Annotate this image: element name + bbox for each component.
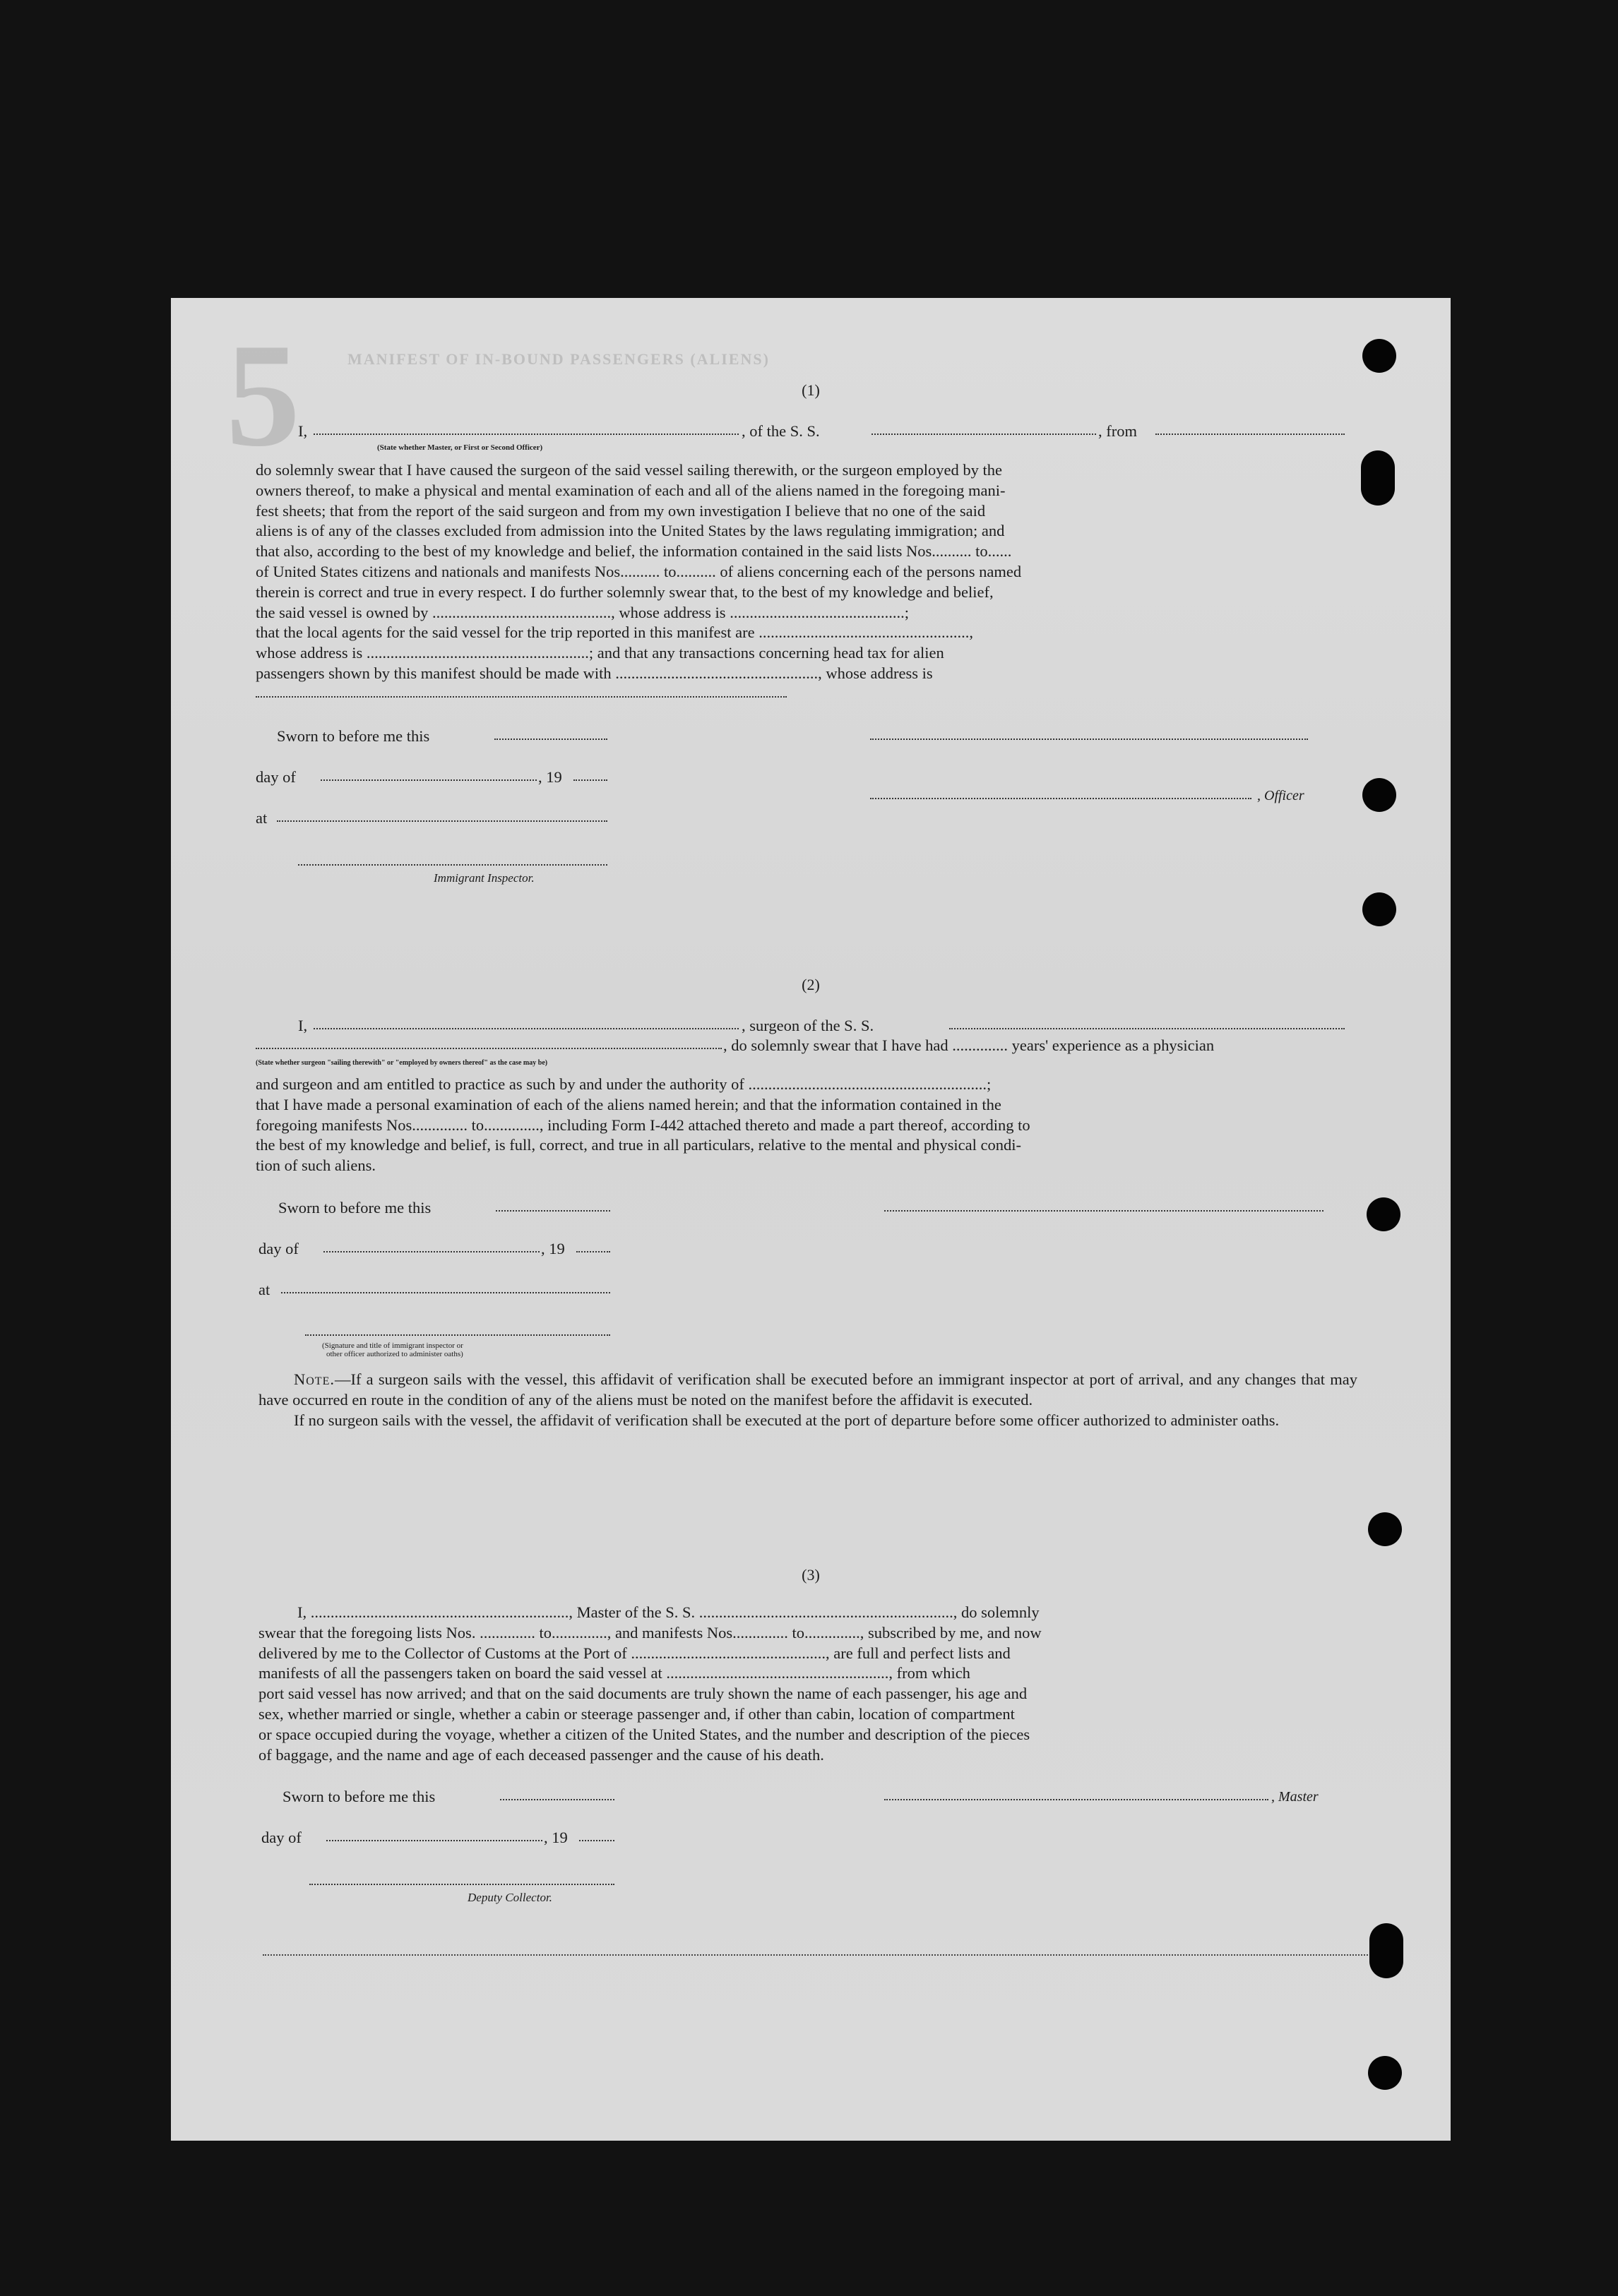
s3-year-line[interactable] bbox=[579, 1840, 614, 1841]
s3-collector-line[interactable] bbox=[309, 1884, 614, 1885]
s2-i-label: I, bbox=[298, 1017, 308, 1034]
s2-text-line: foregoing manifests Nos.............. to.............., including Form I-442 attached thereto and made a part thereof, according to bbox=[256, 1116, 1030, 1134]
s1-from-label: , from bbox=[1098, 422, 1137, 440]
s2-inspector-line[interactable] bbox=[305, 1334, 610, 1336]
s1-address-line[interactable] bbox=[256, 696, 787, 698]
s2-note-paragraph-2: If no surgeon sails with the vessel, the affidavit of verification shall be executed at the port of departure before some officer authorized to administer oaths. bbox=[294, 1411, 1280, 1429]
s3-text-line: of baggage, and the name and age of each deceased passenger and the cause of his death. bbox=[258, 1745, 824, 1764]
s3-text-line: port said vessel has now arrived; and that on the said documents are truly shown the name of each passenger, his age and bbox=[258, 1685, 1028, 1703]
s1-text-line: whose address is ........................................................; and that any transactions concerning head tax for alien bbox=[256, 644, 944, 662]
s2-text-line: and surgeon and am entitled to practice as such by and under the authority of ............................................................; bbox=[256, 1075, 992, 1093]
s3-text-line: or space occupied during the voyage, whether a citizen of the United States, and the number and description of the pieces bbox=[258, 1725, 1030, 1743]
s1-officer-name-line[interactable] bbox=[314, 434, 739, 435]
s3-affidavit-text bbox=[258, 1603, 1360, 1765]
section-2-number: (2) bbox=[802, 976, 820, 993]
s1-text-line: do solemnly swear that I have caused the surgeon of the said vessel sailing therewith, or the surgeon employed by the bbox=[256, 461, 1003, 479]
s2-sig-caption-2: other officer authorized to administer oaths) bbox=[326, 1350, 463, 1358]
s3-collector-label: Deputy Collector. bbox=[468, 1891, 552, 1904]
s1-signature-line[interactable] bbox=[870, 739, 1308, 740]
s1-i-label: I, bbox=[298, 422, 308, 440]
s1-inspector-line[interactable] bbox=[298, 864, 607, 866]
s2-day-line[interactable] bbox=[323, 1251, 540, 1252]
s1-text-line: of United States citizens and nationals and manifests Nos.......... to.......... of aliens concerning each of the persons named bbox=[256, 562, 1022, 580]
s3-master-label: , Master bbox=[1271, 1789, 1319, 1805]
bottom-rule bbox=[263, 1954, 1373, 1956]
s2-note-paragraph-1 bbox=[258, 1370, 1357, 1411]
s2-day-of-label: day of bbox=[258, 1240, 299, 1257]
section-1-number: (1) bbox=[802, 381, 820, 399]
punch-hole-icon bbox=[1362, 339, 1396, 373]
s1-text-line: owners thereof, to make a physical and mental examination of each and all of the aliens named in the foregoing mani- bbox=[256, 481, 1006, 499]
s1-of-ss-label: , of the S. S. bbox=[742, 422, 820, 440]
s1-sworn-line[interactable] bbox=[494, 739, 607, 740]
s1-text-line: passengers shown by this manifest should be made with ..................................................., whose address is bbox=[256, 664, 933, 682]
s3-sworn-label: Sworn to before me this bbox=[282, 1788, 436, 1805]
s1-at-label: at bbox=[256, 809, 268, 827]
s1-text-line: that the local agents for the said vessel for the trip reported in this manifest are ....................................................., bbox=[256, 623, 974, 642]
punch-hole-icon bbox=[1369, 1923, 1403, 1978]
s1-day-of-label: day of bbox=[256, 768, 296, 786]
form-page bbox=[171, 298, 1451, 2141]
s1-text-line: that also, according to the best of my knowledge and belief, the information contained in the said lists Nos.......... to...... bbox=[256, 542, 1012, 561]
s1-day-line[interactable] bbox=[321, 779, 537, 781]
s2-sworn-label: Sworn to before me this bbox=[278, 1199, 432, 1216]
s3-text-line: I, ................................................................., Master of the S. S. ................................................................, do solemnly bbox=[297, 1603, 1040, 1621]
punch-hole-icon bbox=[1362, 778, 1396, 812]
s2-caption: (State whether surgeon "sailing therewith" or "employed by owners thereof" as the case may be) bbox=[256, 1059, 548, 1067]
s3-text-line: manifests of all the passengers taken on board the said vessel at ........................................................, from which bbox=[258, 1664, 970, 1682]
s3-text-line: sex, whether married or single, whether a cabin or steerage passenger and, if other than cabin, location of compartment bbox=[258, 1704, 1015, 1723]
s2-surgeon-type-line[interactable] bbox=[256, 1048, 722, 1049]
s1-year-label: , 19 bbox=[538, 768, 562, 786]
s1-text-line: therein is correct and true in every respect. I do further solemnly swear that, to the best of my knowledge and belief, bbox=[256, 582, 994, 601]
s1-inspector-label: Immigrant Inspector. bbox=[434, 871, 535, 885]
s3-sworn-line[interactable] bbox=[500, 1799, 614, 1800]
s2-year-label: , 19 bbox=[541, 1240, 565, 1257]
s1-at-line[interactable] bbox=[277, 820, 607, 822]
s1-year-line[interactable] bbox=[573, 779, 607, 781]
punch-hole-icon bbox=[1367, 1197, 1400, 1231]
punch-hole-icon bbox=[1368, 1512, 1402, 1546]
punch-hole-icon bbox=[1361, 450, 1395, 506]
s1-officer-line[interactable] bbox=[870, 798, 1251, 799]
s1-text-line: aliens is of any of the classes excluded from admission into the United States by the laws regulating immigration; and bbox=[256, 522, 1005, 540]
s2-years-text: , do solemnly swear that I have had .............. years' experience as a physician bbox=[723, 1036, 1215, 1054]
s3-text-line: swear that the foregoing lists Nos. .............. to.............., and manifests Nos.............. to.............., subscribed by me, and now bbox=[258, 1623, 1042, 1642]
s2-note bbox=[258, 1370, 1357, 1430]
s3-text-line: delivered by me to the Collector of Customs at the Port of ................................................., are full and perfect lists and bbox=[258, 1644, 1011, 1662]
s2-sig-caption-1: (Signature and title of immigrant inspector or bbox=[322, 1341, 463, 1350]
s1-sworn-label: Sworn to before me this bbox=[277, 727, 430, 745]
s2-vessel-line[interactable] bbox=[949, 1028, 1345, 1029]
s2-at-label: at bbox=[258, 1281, 270, 1298]
s2-surgeon-name-line[interactable] bbox=[314, 1028, 739, 1029]
s1-officer-label: , Officer bbox=[1257, 788, 1304, 803]
s1-vessel-line[interactable] bbox=[872, 434, 1096, 435]
s3-day-line[interactable] bbox=[326, 1840, 542, 1841]
s2-year-line[interactable] bbox=[576, 1251, 610, 1252]
s2-text-line: that I have made a personal examination of each of the aliens named herein; and that the information contained in the bbox=[256, 1095, 1001, 1113]
s1-from-line[interactable] bbox=[1155, 434, 1345, 435]
s3-day-of-label: day of bbox=[261, 1829, 302, 1846]
s2-affidavit-text bbox=[256, 1075, 1355, 1176]
ghost-heading: MANIFEST OF IN-BOUND PASSENGERS (ALIENS) bbox=[347, 350, 770, 368]
s2-text-line: the best of my knowledge and belief, is full, correct, and true in all particulars, relative to the mental and physical condi- bbox=[256, 1136, 1022, 1154]
ghost-stamp-number: 5 bbox=[226, 313, 300, 477]
section-3-number: (3) bbox=[802, 1566, 820, 1584]
s2-text-line: tion of such aliens. bbox=[256, 1156, 376, 1175]
s3-signature-line[interactable] bbox=[884, 1799, 1268, 1800]
s2-surgeon-of-ss-label: , surgeon of the S. S. bbox=[742, 1017, 874, 1034]
s2-sworn-line[interactable] bbox=[496, 1210, 610, 1212]
s2-at-line[interactable] bbox=[281, 1292, 610, 1293]
punch-hole-icon bbox=[1362, 892, 1396, 926]
s1-text-line: the said vessel is owned by ............................................., whose address is ............................................; bbox=[256, 603, 909, 621]
s3-year-label: , 19 bbox=[544, 1829, 568, 1846]
s1-affidavit-text bbox=[256, 460, 1352, 684]
s2-signature-line[interactable] bbox=[884, 1210, 1323, 1212]
s2-note-text: —If a surgeon sails with the vessel, this affidavit of verification shall be executed before an immigrant inspector at port of arrival, and any changes that may have occurred en route in the condition of any of the aliens must be noted on the manifest before the affidavit is executed. bbox=[258, 1370, 1357, 1409]
s1-caption: (State whether Master, or First or Second Officer) bbox=[377, 443, 543, 452]
s2-note-label: Note. bbox=[294, 1370, 335, 1388]
s1-text-line: fest sheets; that from the report of the said surgeon and from my own investigation I believe that no one of the said bbox=[256, 501, 986, 520]
punch-hole-icon bbox=[1368, 2056, 1402, 2090]
